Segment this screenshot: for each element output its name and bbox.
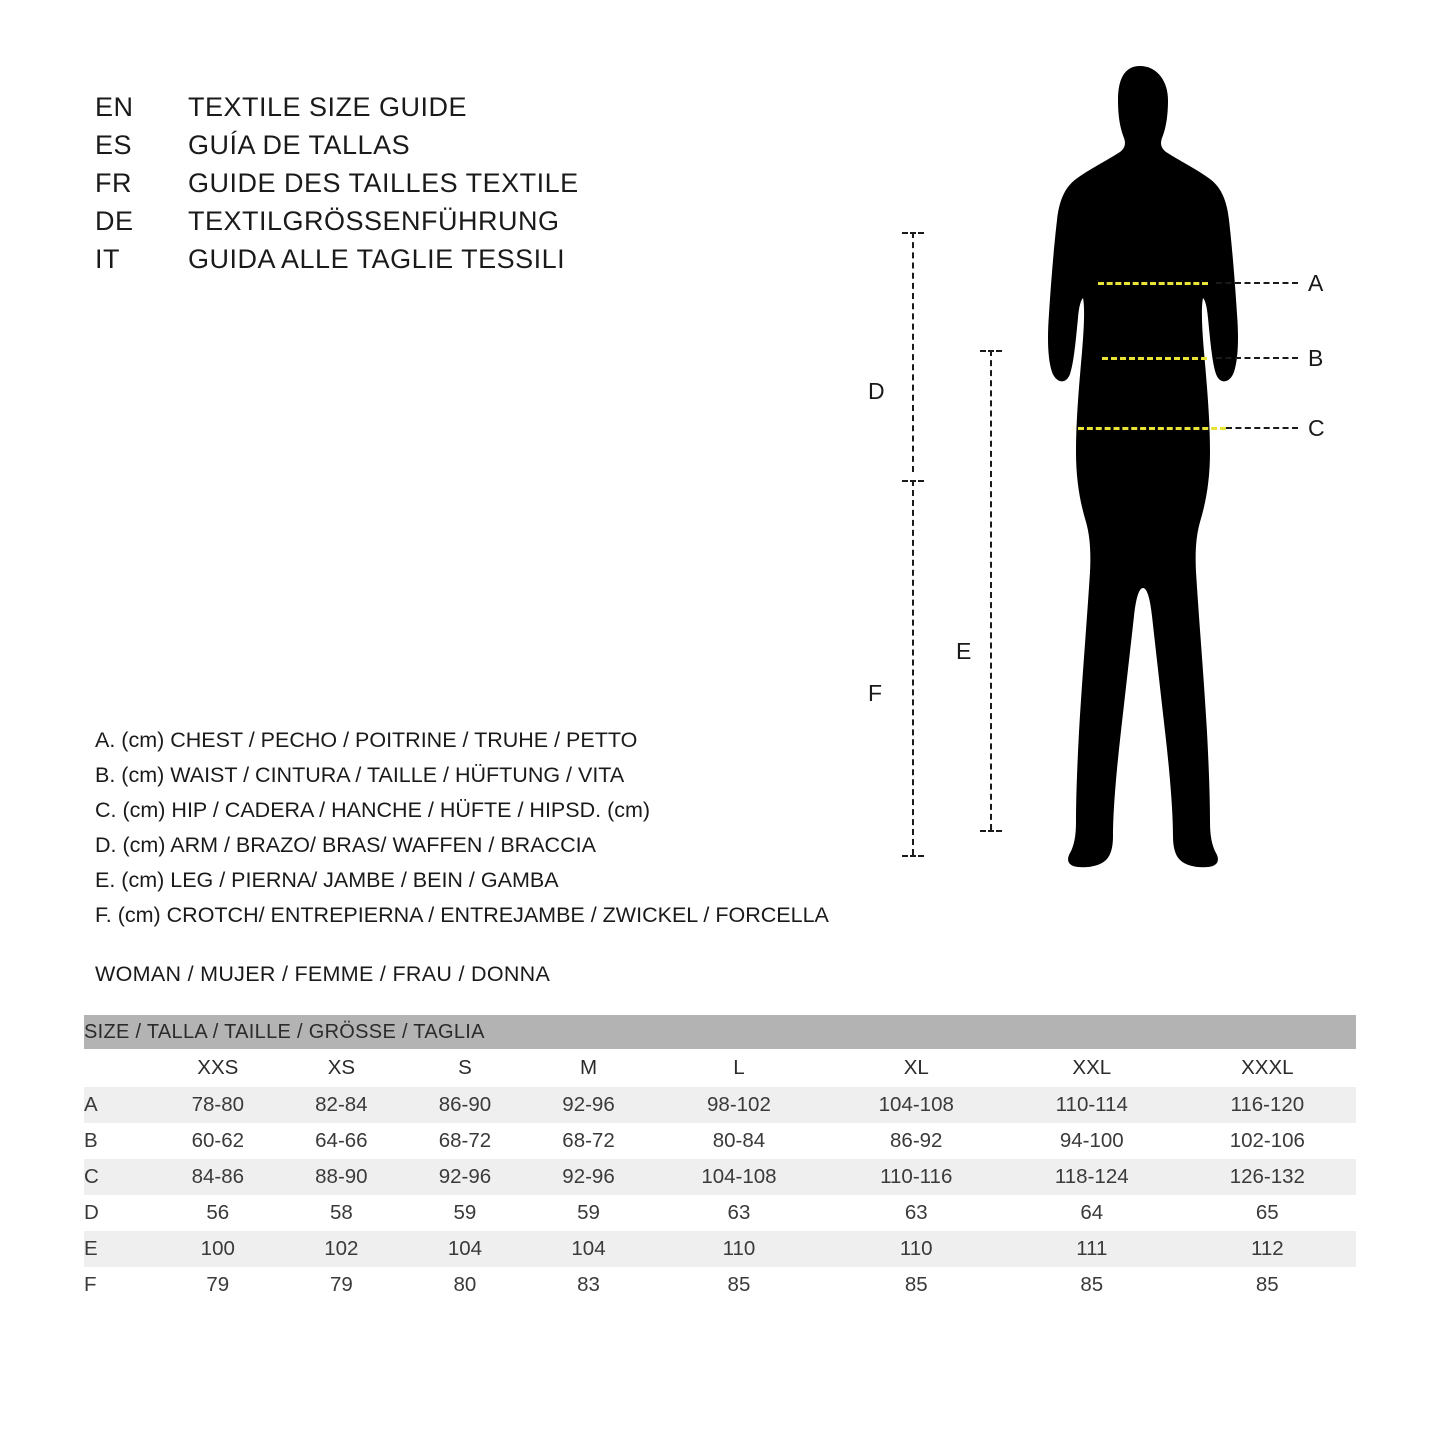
legend-item-c: C. (cm) HIP / CADERA / HANCHE / HÜFTE / HIPSD. (cm)	[95, 798, 651, 822]
cell-a-xxxl: 116-120	[1179, 1087, 1356, 1123]
cell-d-m: 59	[527, 1195, 651, 1231]
dimension-tick-f-bottom	[902, 855, 924, 857]
label-d: D	[868, 378, 885, 404]
cell-f-xxl: 85	[1005, 1267, 1179, 1303]
table-row	[84, 1267, 1356, 1303]
cell-b-s: 68-72	[403, 1123, 527, 1159]
row-label-c: C	[84, 1159, 156, 1195]
column-header-xs: XS	[280, 1049, 404, 1087]
title-text-fr: GUIDE DES TAILLES TEXTILE	[188, 168, 579, 198]
column-header-xxxl: XXXL	[1179, 1049, 1356, 1087]
label-c: C	[1308, 415, 1325, 441]
title-row	[95, 206, 735, 244]
cell-a-s: 86-90	[403, 1087, 527, 1123]
hip-band	[1078, 427, 1226, 430]
legend-block	[95, 723, 895, 933]
dimension-tick-f-mid	[902, 480, 924, 482]
cell-c-s: 92-96	[403, 1159, 527, 1195]
size-table	[84, 1015, 1356, 1303]
cell-c-xs: 88-90	[280, 1159, 404, 1195]
legend-item-a: A. (cm) CHEST / PECHO / POITRINE / TRUHE / PETTO	[95, 728, 638, 752]
cell-b-l: 80-84	[650, 1123, 827, 1159]
column-header-blank	[84, 1049, 156, 1087]
cell-d-xl: 63	[828, 1195, 1005, 1231]
cell-a-xxl: 110-114	[1005, 1087, 1179, 1123]
table-row	[84, 1195, 1356, 1231]
cell-c-xxxl: 126-132	[1179, 1159, 1356, 1195]
cell-f-xs: 79	[280, 1267, 404, 1303]
cell-f-xxs: 79	[156, 1267, 280, 1303]
cell-a-m: 92-96	[527, 1087, 651, 1123]
cell-e-xxxl: 112	[1179, 1231, 1356, 1267]
cell-d-s: 59	[403, 1195, 527, 1231]
cell-c-xl: 110-116	[828, 1159, 1005, 1195]
title-row	[95, 244, 735, 282]
cell-e-xxl: 111	[1005, 1231, 1179, 1267]
cell-f-l: 85	[650, 1267, 827, 1303]
legend-item-d: D. (cm) ARM / BRAZO/ BRAS/ WAFFEN / BRACCIA	[95, 833, 596, 857]
title-lang-de: DE	[95, 206, 134, 236]
cell-a-xs: 82-84	[280, 1087, 404, 1123]
title-lang-en: EN	[95, 92, 134, 122]
column-header-l: L	[650, 1049, 827, 1087]
dimension-tick-d-top	[902, 232, 924, 234]
dimension-line-d	[912, 232, 914, 472]
cell-b-m: 68-72	[527, 1123, 651, 1159]
cell-b-xxl: 94-100	[1005, 1123, 1179, 1159]
chest-band	[1098, 282, 1208, 285]
title-lang-it: IT	[95, 244, 120, 274]
cell-d-xxxl: 65	[1179, 1195, 1356, 1231]
cell-b-xxxl: 102-106	[1179, 1123, 1356, 1159]
cell-d-xxs: 56	[156, 1195, 280, 1231]
title-lang-fr: FR	[95, 168, 132, 198]
cell-c-m: 92-96	[527, 1159, 651, 1195]
table-title: SIZE / TALLA / TAILLE / GRÖSSE / TAGLIA	[84, 1015, 1356, 1049]
cell-d-l: 63	[650, 1195, 827, 1231]
row-label-e: E	[84, 1231, 156, 1267]
legend-item-b: B. (cm) WAIST / CINTURA / TAILLE / HÜFTUNG / VITA	[95, 763, 625, 787]
cell-d-xs: 58	[280, 1195, 404, 1231]
legend-item-e: E. (cm) LEG / PIERNA/ JAMBE / BEIN / GAMBA	[95, 868, 559, 892]
cell-f-xl: 85	[828, 1267, 1005, 1303]
row-label-f: F	[84, 1267, 156, 1303]
table-row	[84, 1087, 1356, 1123]
cell-f-xxxl: 85	[1179, 1267, 1356, 1303]
column-header-xxs: XXS	[156, 1049, 280, 1087]
title-row	[95, 130, 735, 168]
cell-e-xxs: 100	[156, 1231, 280, 1267]
column-header-xxl: XXL	[1005, 1049, 1179, 1087]
cell-e-l: 110	[650, 1231, 827, 1267]
title-text-es: GUÍA DE TALLAS	[188, 130, 411, 160]
cell-b-xl: 86-92	[828, 1123, 1005, 1159]
cell-f-m: 83	[527, 1267, 651, 1303]
table-row	[84, 1159, 1356, 1195]
lead-line-b	[1216, 357, 1298, 359]
dimension-line-f	[912, 480, 914, 855]
dimension-line-e	[990, 350, 992, 830]
cell-c-xxl: 118-124	[1005, 1159, 1179, 1195]
cell-a-xl: 104-108	[828, 1087, 1005, 1123]
cell-e-s: 104	[403, 1231, 527, 1267]
cell-e-xs: 102	[280, 1231, 404, 1267]
title-row	[95, 168, 735, 206]
row-label-a: A	[84, 1087, 156, 1123]
cell-b-xs: 64-66	[280, 1123, 404, 1159]
column-header-xl: XL	[828, 1049, 1005, 1087]
cell-a-l: 98-102	[650, 1087, 827, 1123]
table-column-header-row	[84, 1049, 1356, 1087]
table-row	[84, 1231, 1356, 1267]
title-row	[95, 92, 735, 130]
cell-c-xxs: 84-86	[156, 1159, 280, 1195]
row-label-d: D	[84, 1195, 156, 1231]
gender-label: WOMAN / MUJER / FEMME / FRAU / DONNA	[95, 962, 551, 986]
waist-band	[1102, 357, 1207, 360]
woman-silhouette	[1030, 60, 1250, 890]
table-title-row	[84, 1015, 1356, 1049]
cell-c-l: 104-108	[650, 1159, 827, 1195]
cell-b-xxs: 60-62	[156, 1123, 280, 1159]
cell-e-xl: 110	[828, 1231, 1005, 1267]
cell-f-s: 80	[403, 1267, 527, 1303]
table-row	[84, 1123, 1356, 1159]
title-block	[95, 92, 735, 282]
column-header-m: M	[527, 1049, 651, 1087]
cell-d-xxl: 64	[1005, 1195, 1179, 1231]
dimension-tick-e-top	[980, 350, 1002, 352]
cell-e-m: 104	[527, 1231, 651, 1267]
column-header-s: S	[403, 1049, 527, 1087]
cell-a-xxs: 78-80	[156, 1087, 280, 1123]
legend-item-f: F. (cm) CROTCH/ ENTREPIERNA / ENTREJAMBE / ZWICKEL / FORCELLA	[95, 903, 829, 927]
title-text-en: TEXTILE SIZE GUIDE	[188, 92, 468, 122]
row-label-b: B	[84, 1123, 156, 1159]
label-b: B	[1308, 345, 1324, 371]
label-a: A	[1308, 270, 1324, 296]
label-f: F	[868, 680, 883, 706]
label-e: E	[956, 638, 972, 664]
dimension-tick-e-bottom	[980, 830, 1002, 832]
title-text-de: TEXTILGRÖSSENFÜHRUNG	[188, 206, 560, 236]
title-text-it: GUIDA ALLE TAGLIE TESSILI	[188, 244, 566, 274]
title-lang-es: ES	[95, 130, 133, 160]
lead-line-c	[1226, 427, 1298, 429]
body-measurement-diagram	[830, 60, 1390, 920]
lead-line-a	[1216, 282, 1298, 284]
